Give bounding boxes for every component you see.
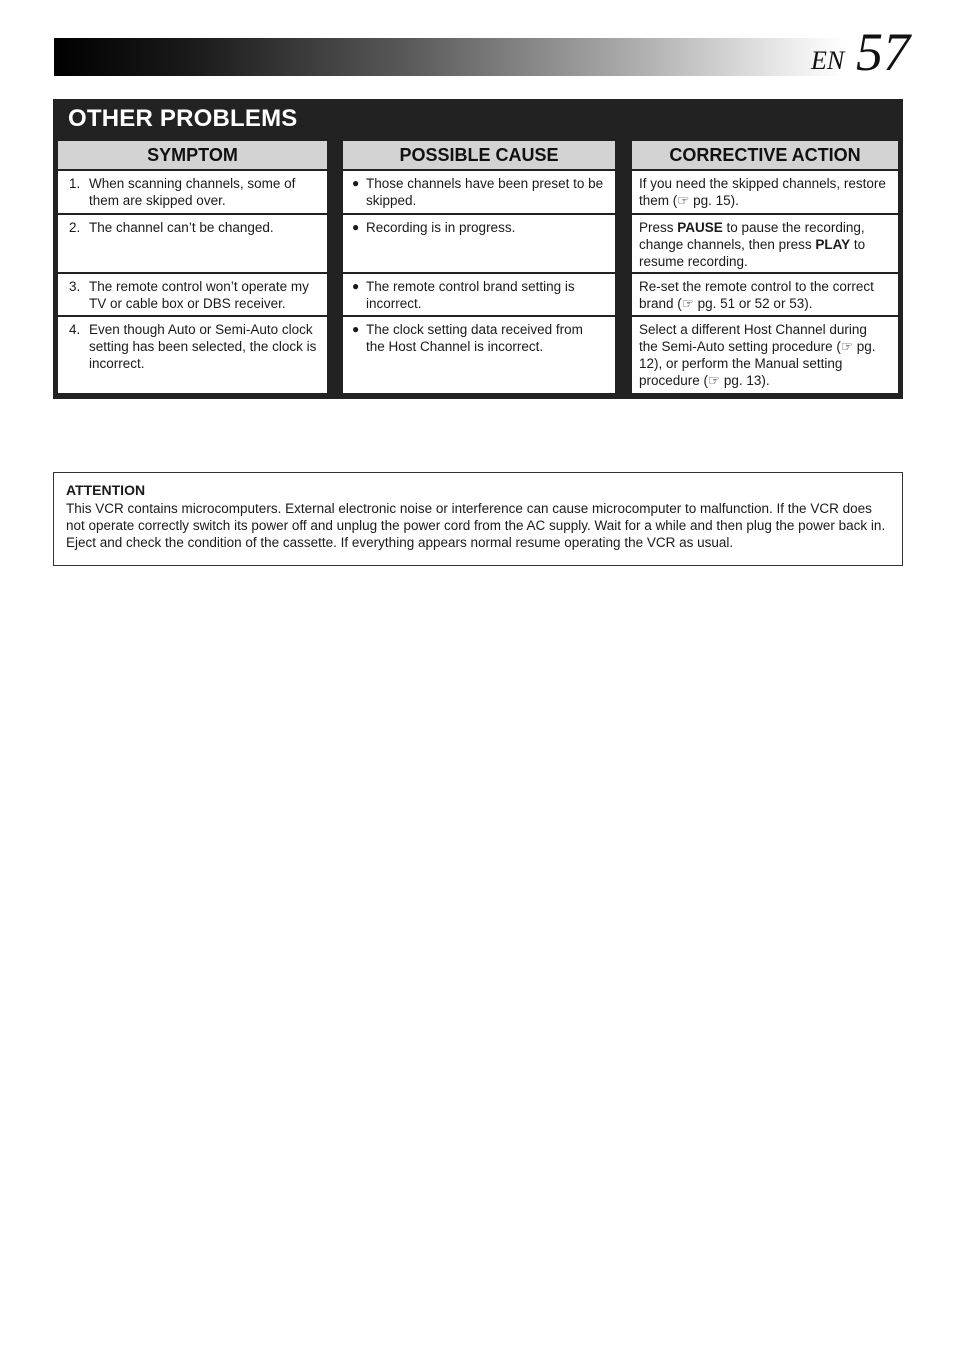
action-row	[632, 317, 898, 393]
action-row	[632, 274, 898, 317]
bullet-icon: ●	[352, 279, 360, 293]
symptom-row	[58, 274, 327, 317]
attention-body: This VCR contains microcomputers. External electronic noise or interference can cause microcomputer to malfunction. If the VCR does not operate correctly switch its power off and unplug the power cord from the AC supply. Wait for a while and then plug the power back in. Eject and check the condition of the cassette. If everything appears normal resume operating the VCR as usual.	[66, 501, 886, 550]
action-text: If you need the skipped channels, restore them (☞ pg. 15).	[639, 176, 886, 208]
symptom-text: When scanning channels, some of them are skipped over.	[89, 176, 296, 208]
cause-row	[343, 274, 615, 317]
action-column	[632, 141, 898, 393]
symptom-text: The remote control won’t operate my TV or cable box or DBS receiver.	[89, 279, 309, 311]
symptom-number: 4.	[69, 322, 81, 337]
symptom-row	[58, 215, 327, 274]
symptom-row	[58, 171, 327, 215]
page-number: 57	[856, 22, 910, 82]
attention-box	[53, 472, 903, 566]
pause-key-label: PAUSE	[677, 220, 723, 235]
cause-text: The clock setting data received from the Host Channel is incorrect.	[366, 322, 583, 354]
action-row	[632, 171, 898, 215]
cause-text: Those channels have been preset to be skipped.	[366, 176, 604, 208]
cause-text: The remote control brand setting is incorrect.	[366, 279, 575, 311]
action-text: Press PAUSE to pause the recording, change channels, then press PLAY to resume recording.	[639, 220, 866, 269]
cause-row	[343, 215, 615, 274]
symptom-text: The channel can’t be changed.	[89, 220, 274, 235]
attention-title: ATTENTION	[66, 482, 146, 498]
symptom-header: SYMPTOM	[58, 141, 327, 171]
symptom-number: 1.	[69, 176, 81, 191]
page-language-label: EN	[811, 46, 845, 75]
symptom-number: 3.	[69, 279, 81, 294]
bullet-icon: ●	[352, 176, 360, 190]
cause-text: Recording is in progress.	[366, 220, 516, 235]
symptom-row	[58, 317, 327, 393]
cause-column	[343, 141, 615, 393]
bullet-icon: ●	[352, 322, 360, 336]
play-key-label: PLAY	[815, 237, 851, 252]
action-text: Re-set the remote control to the correct brand (☞ pg. 51 or 52 or 53).	[639, 279, 874, 311]
symptom-column	[58, 141, 327, 393]
header-gradient-bar	[54, 38, 844, 76]
bullet-icon: ●	[352, 220, 360, 234]
cause-row	[343, 317, 615, 393]
action-header: CORRECTIVE ACTION	[632, 141, 898, 171]
action-text: Select a different Host Channel during the Semi-Auto setting procedure (☞ pg. 12), or perform the Manual setting procedure (☞ pg. 13).	[639, 322, 876, 388]
symptom-number: 2.	[69, 220, 81, 235]
section-title: OTHER PROBLEMS	[68, 105, 298, 132]
cause-header: POSSIBLE CAUSE	[343, 141, 615, 171]
other-problems-section	[53, 99, 903, 399]
action-row	[632, 215, 898, 274]
cause-row	[343, 171, 615, 215]
symptom-text: Even though Auto or Semi-Auto clock setting has been selected, the clock is incorrect.	[89, 322, 317, 371]
